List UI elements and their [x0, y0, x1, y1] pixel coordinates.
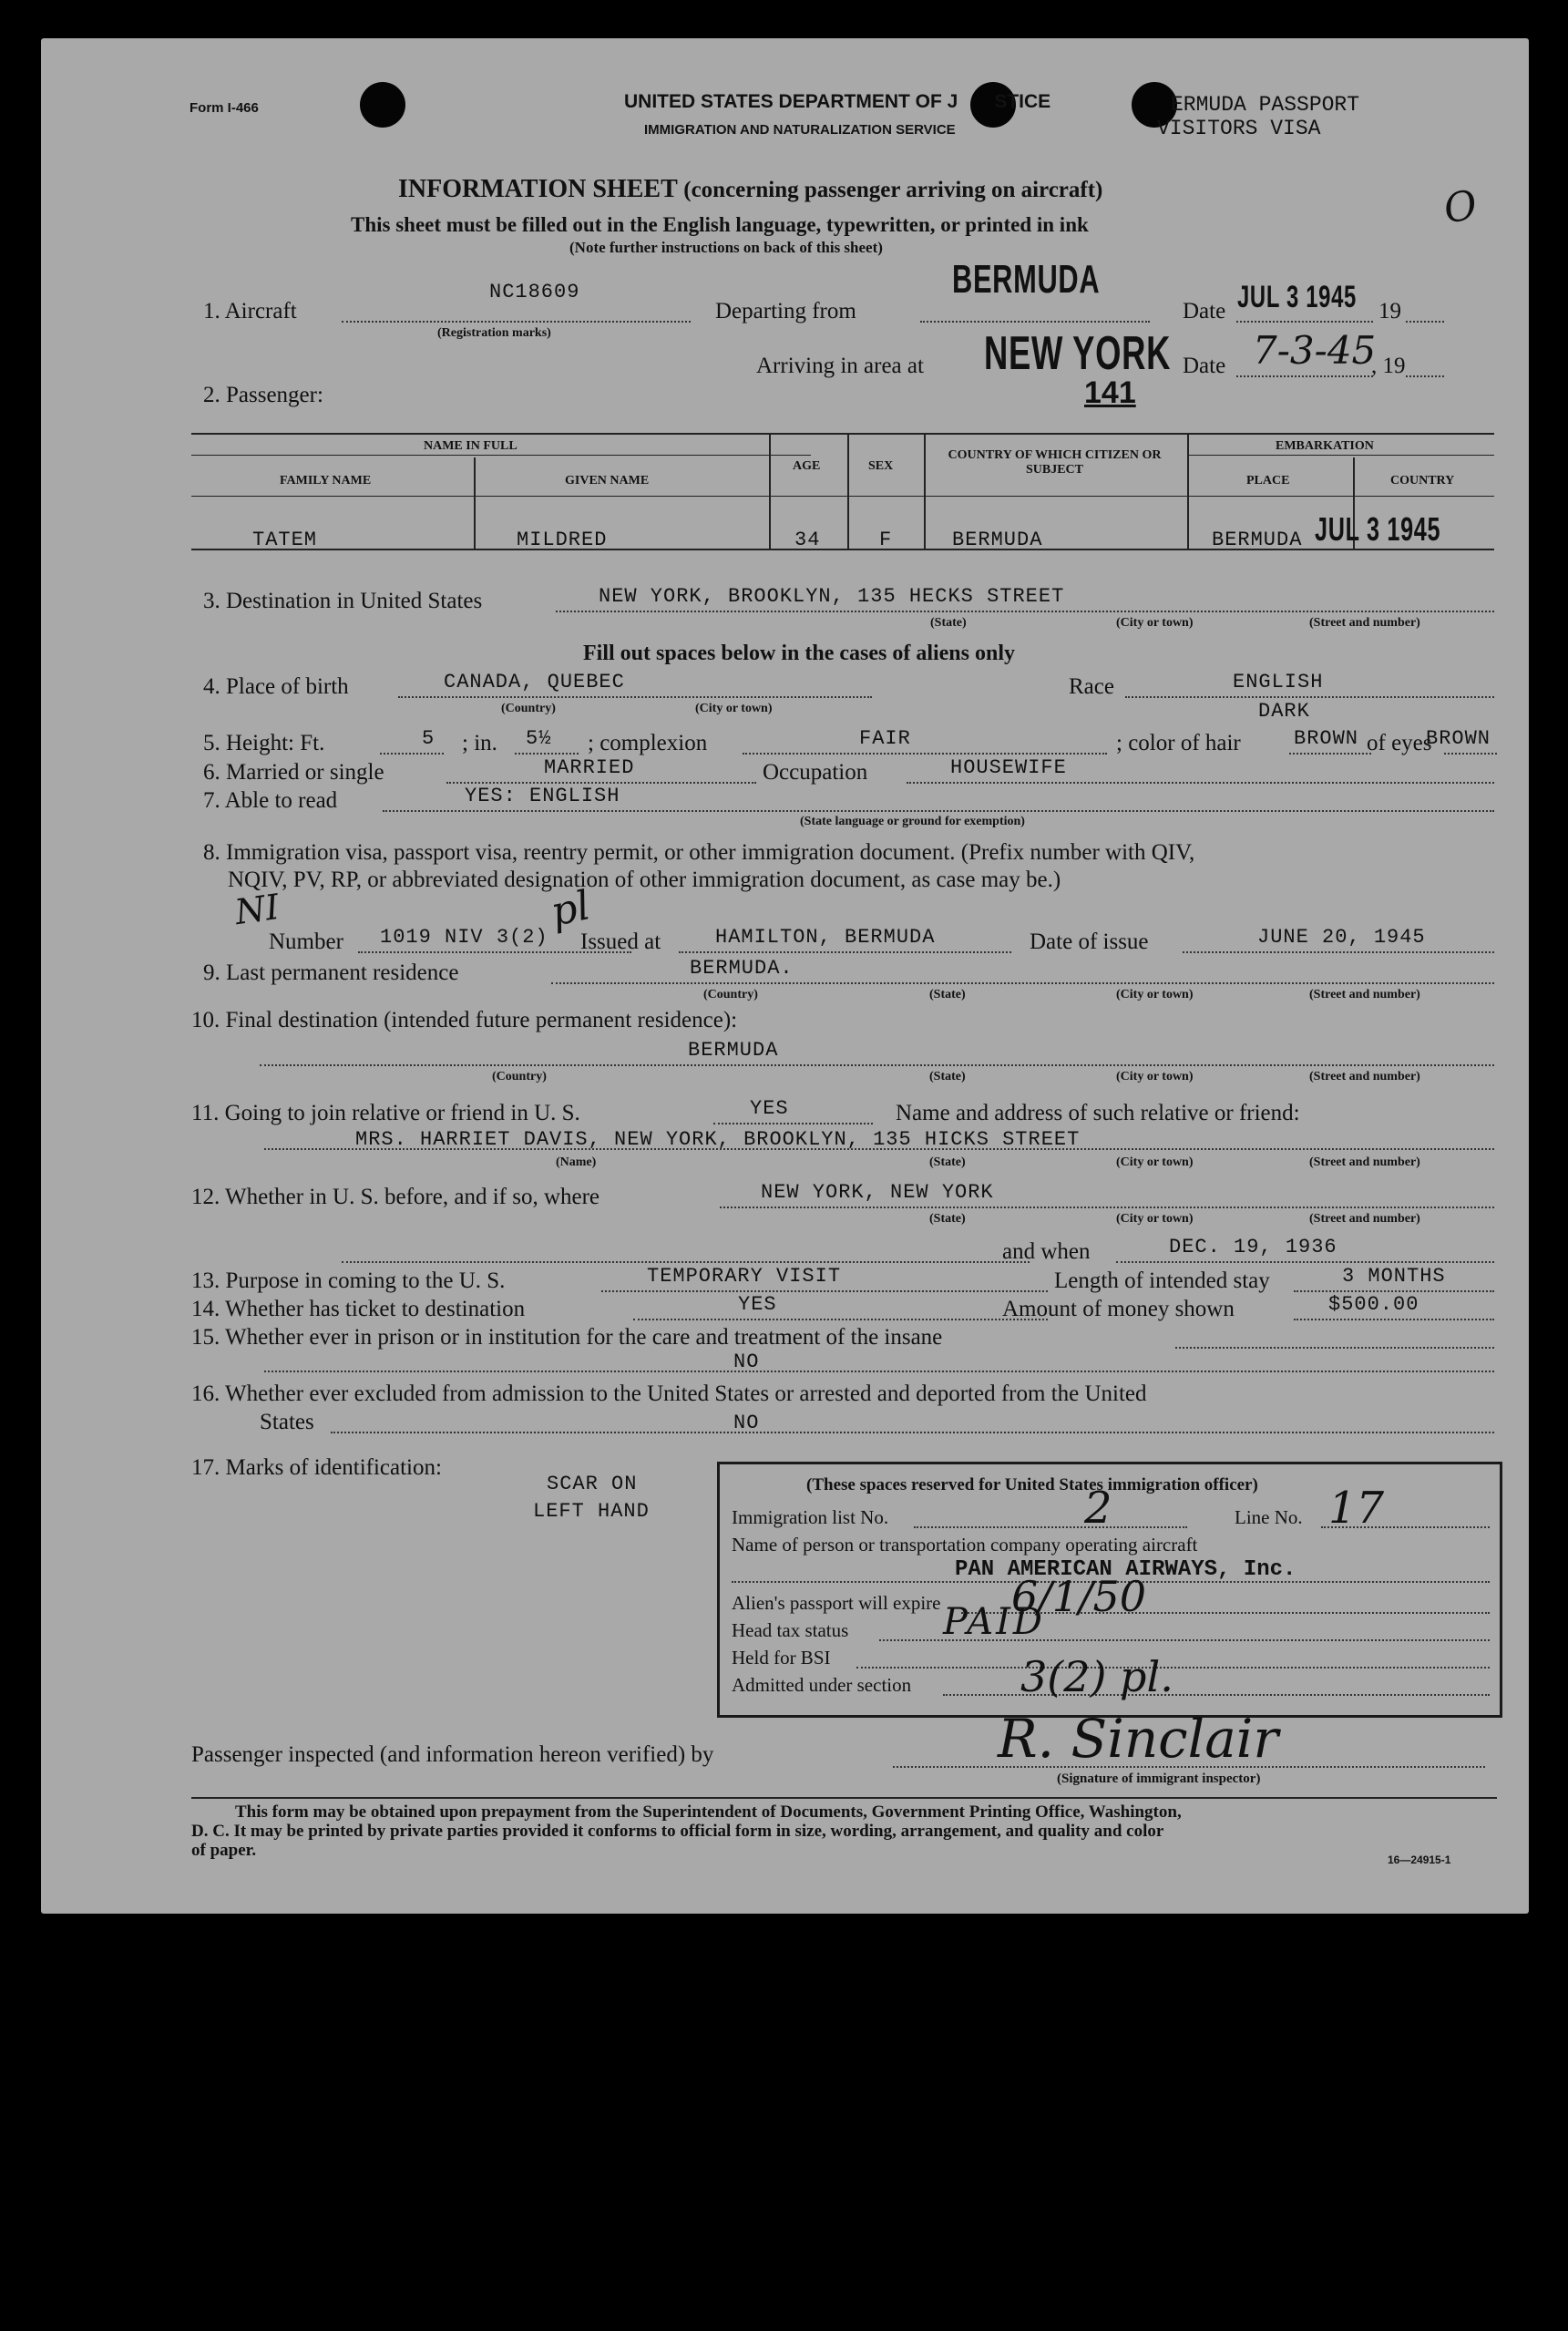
q6-value: MARRIED [544, 756, 635, 779]
form-title [398, 175, 1102, 204]
department-part2: STICE [994, 91, 1051, 112]
number-label: Number [269, 929, 343, 954]
expire-value: 6/1/50 [1011, 1572, 1147, 1621]
passenger-age: 34 [794, 529, 821, 551]
eyes-value: BROWN [1426, 727, 1491, 750]
company-value: PAN AMERICAN AIRWAYS, Inc. [955, 1557, 1296, 1582]
tax-label: Head tax status [732, 1619, 849, 1641]
q3-state-sub: (State) [930, 616, 967, 630]
department-name [624, 91, 1050, 113]
q3-city-sub: (City or town) [1116, 616, 1194, 630]
q10-country-sub: (Country) [492, 1070, 547, 1083]
q12-label: 12. Whether in U. S. before, and if so, where [191, 1185, 600, 1209]
q10-street-sub: (Street and number) [1309, 1070, 1420, 1083]
embarkation-stamp: JUL 3 1945 [1315, 510, 1441, 548]
tax-value: PAID [943, 1601, 1045, 1643]
col-embark-country: COUNTRY [1390, 474, 1455, 488]
col-country: COUNTRY OF WHICH CITIZEN OR SUBJECT [948, 448, 1162, 477]
col-sex: SEX [868, 459, 894, 473]
q10-state-sub: (State) [929, 1070, 966, 1083]
q8-handwritten-note: pl [547, 882, 595, 936]
hair-label: ; color of hair [1116, 731, 1241, 755]
passenger-label: 2. Passenger: [203, 383, 323, 407]
form-number: Form I-466 [190, 100, 259, 116]
inspector-signature: R. Sinclair [998, 1708, 1279, 1770]
form-title-main: INFORMATION SHEET [398, 175, 678, 203]
eyes-label: of eyes [1367, 731, 1432, 755]
q3-label: 3. Destination in United States [203, 589, 483, 613]
form-code: 16—24915-1 [1388, 1854, 1451, 1866]
q5-inches: 5½ [526, 727, 552, 750]
col-age: AGE [793, 459, 821, 473]
q9-street-sub: (Street and number) [1309, 988, 1420, 1001]
q3-street-sub: (Street and number) [1309, 616, 1420, 630]
q16-label-cont: States [260, 1410, 314, 1434]
date2-handwritten: 7-3-45 [1253, 328, 1377, 373]
q14-label: 14. Whether has ticket to destination [191, 1297, 526, 1321]
passenger-country: BERMUDA [952, 529, 1043, 551]
q15-value: NO [733, 1350, 760, 1373]
q8-margin-note: NI [232, 886, 282, 933]
aircraft-label: 1. Aircraft [203, 299, 297, 323]
arriving-label: Arriving in area at [756, 354, 924, 378]
q10-city-sub: (City or town) [1116, 1070, 1194, 1083]
q12-value: NEW YORK, NEW YORK [761, 1181, 994, 1204]
list-label: Immigration list No. [732, 1506, 889, 1528]
inspected-label: Passenger inspected (and information hereon verified) by [191, 1742, 714, 1767]
bsi-label: Held for BSI [732, 1647, 831, 1669]
q7-label: 7. Able to read [203, 788, 338, 813]
service-name: IMMIGRATION AND NATURALIZATION SERVICE [644, 122, 956, 138]
q10-value: BERMUDA [688, 1039, 779, 1062]
q4-value: CANADA, QUEBEC [444, 671, 625, 693]
q5-label: 5. Height: Ft. [203, 731, 325, 755]
q9-city-sub: (City or town) [1116, 988, 1194, 1001]
date-suffix: 19 [1378, 299, 1401, 323]
col-place: PLACE [1246, 474, 1290, 488]
form-subtitle: This sheet must be filled out in the English language, typewritten, or printed in ink [351, 213, 1089, 236]
q12-city-sub: (City or town) [1116, 1212, 1194, 1226]
fine-print-1: This form may be obtained upon prepayment from the Superintendent of Documents, Government Printing Office, Washington, [235, 1802, 1182, 1822]
q11-label: 11. Going to join relative or friend in U. S. [191, 1101, 580, 1125]
date-stamp: JUL 3 1945 [1237, 280, 1357, 314]
and-when-label: and when [1002, 1239, 1091, 1264]
q13-value: TEMPORARY VISIT [647, 1265, 842, 1288]
issued-label: Issued at [580, 929, 661, 954]
passenger-family-name: TATEM [252, 529, 318, 551]
q11-name-label: Name and address of such relative or friend: [896, 1101, 1300, 1125]
q4-city-sub: (City or town) [695, 702, 773, 715]
date-issue-value: JUNE 20, 1945 [1257, 926, 1426, 949]
race-label: Race [1069, 674, 1114, 699]
officer-box [717, 1462, 1502, 1718]
q9-state-sub: (State) [929, 988, 966, 1001]
q9-label: 9. Last permanent residence [203, 960, 459, 985]
number-value: 1019 NIV 3(2) [380, 926, 548, 949]
q11-city-sub: (City or town) [1116, 1155, 1194, 1169]
stay-value: 3 MONTHS [1342, 1265, 1446, 1288]
hair-above: DARK [1258, 700, 1310, 723]
q3-value: NEW YORK, BROOKLYN, 135 HECKS STREET [599, 585, 1065, 608]
money-value: $500.00 [1328, 1293, 1419, 1316]
line-label: Line No. [1235, 1506, 1303, 1528]
officer-heading: (These spaces reserved for United States immigration officer) [806, 1475, 1258, 1494]
q8-line2: NQIV, PV, RP, or abbreviated designation of other immigration document, as case may be.) [228, 868, 1061, 892]
registration-sublabel: (Registration marks) [437, 326, 551, 340]
departing-stamp: BERMUDA [952, 257, 1101, 302]
aliens-only-heading: Fill out spaces below in the cases of aliens only [583, 642, 1016, 665]
q11-name-value: MRS. HARRIET DAVIS, NEW YORK, BROOKLYN, 135 HICKS STREET [355, 1128, 1081, 1151]
aircraft-value: NC18609 [489, 281, 580, 303]
line-value: 17 [1328, 1483, 1385, 1534]
form-sheet [41, 38, 1529, 1914]
passenger-sex: F [879, 529, 893, 551]
q16-label: 16. Whether ever excluded from admission to the United States or arrested and deported from the United [191, 1381, 1147, 1406]
date2-label: Date [1183, 354, 1226, 378]
q10-label: 10. Final destination (intended future permanent residence): [191, 1008, 738, 1032]
punch-hole [360, 82, 405, 128]
col-embarkation: EMBARKATION [1276, 439, 1374, 453]
signature-sub: (Signature of immigrant inspector) [1057, 1771, 1261, 1786]
q9-value: BERMUDA. [690, 957, 794, 980]
occupation-label: Occupation [763, 760, 868, 785]
race-value: ENGLISH [1233, 671, 1324, 693]
q16-value: NO [733, 1412, 760, 1434]
fine-print-3: of paper. [191, 1841, 257, 1860]
q11-street-sub: (Street and number) [1309, 1155, 1420, 1169]
q17-label: 17. Marks of identification: [191, 1455, 442, 1480]
q5-complexion: FAIR [859, 727, 911, 750]
q11-name-sub: (Name) [556, 1155, 597, 1169]
q9-country-sub: (Country) [703, 988, 758, 1001]
q15-label: 15. Whether ever in prison or in institution for the care and treatment of the insane [191, 1325, 943, 1350]
q12-state-sub: (State) [929, 1212, 966, 1226]
expire-label: Alien's passport will expire [732, 1592, 941, 1614]
date-label: Date [1183, 299, 1226, 323]
date-issue-label: Date of issue [1030, 929, 1149, 954]
q6-label: 6. Married or single [203, 760, 384, 785]
q17-value-1: SCAR ON [547, 1473, 638, 1495]
admitted-value: 3(2) pl. [1020, 1652, 1173, 1701]
passport-stamp-line2: VISITORS VISA [1157, 117, 1321, 140]
department-part1: UNITED STATES DEPARTMENT OF J [624, 91, 958, 112]
list-value: 2 [1084, 1483, 1112, 1534]
col-family-name: FAMILY NAME [280, 474, 372, 488]
q14-value: YES [738, 1293, 777, 1316]
and-when-value: DEC. 19, 1936 [1169, 1236, 1337, 1258]
departing-label: Departing from [715, 299, 856, 323]
passenger-given-name: MILDRED [517, 529, 608, 551]
passenger-embark-place: BERMUDA [1212, 529, 1303, 551]
fine-print-2: D. C. It may be printed by private parties provided it conforms to official form in size, wording, arrangement, and quality and color [191, 1822, 1164, 1841]
q7-value: YES: ENGLISH [465, 785, 620, 807]
money-label: Amount of money shown [1002, 1297, 1235, 1321]
passport-stamp-line1: ERMUDA PASSPORT [1171, 93, 1360, 117]
q7-sub: (State language or ground for exemption) [800, 815, 1025, 828]
q4-label: 4. Place of birth [203, 674, 349, 699]
q11-value: YES [750, 1097, 789, 1120]
col-given-name: GIVEN NAME [565, 474, 650, 488]
q17-value-2: LEFT HAND [533, 1500, 650, 1523]
q5-complexion-label: ; complexion [588, 731, 708, 755]
company-label: Name of person or transportation company operating aircraft [732, 1534, 1198, 1556]
q12-street-sub: (Street and number) [1309, 1212, 1420, 1226]
q8-line1: 8. Immigration visa, passport visa, reentry permit, or other immigration document. (Prefix number with QIV, [203, 840, 1195, 865]
date2-suffix: , 19 [1371, 354, 1406, 378]
stay-label: Length of intended stay [1054, 1268, 1270, 1293]
issued-value: HAMILTON, BERMUDA [715, 926, 936, 949]
q5-in-label: ; in. [462, 731, 497, 755]
form-title-paren: (concerning passenger arriving on aircraft) [683, 178, 1103, 202]
arriving-stamp: NEW YORK [984, 327, 1172, 380]
admitted-label: Admitted under section [732, 1674, 912, 1696]
form-note: (Note further instructions on back of this sheet) [569, 239, 883, 256]
occupation-value: HOUSEWIFE [950, 756, 1067, 779]
corner-handwritten-mark: O [1440, 181, 1481, 233]
arriving-number: 141 [1084, 375, 1136, 410]
q11-state-sub: (State) [929, 1155, 966, 1169]
q5-feet: 5 [422, 727, 436, 750]
q13-label: 13. Purpose in coming to the U. S. [191, 1268, 506, 1293]
hair-value: BROWN [1294, 727, 1359, 750]
q4-country-sub: (Country) [501, 702, 556, 715]
col-name-full: NAME IN FULL [424, 439, 518, 453]
